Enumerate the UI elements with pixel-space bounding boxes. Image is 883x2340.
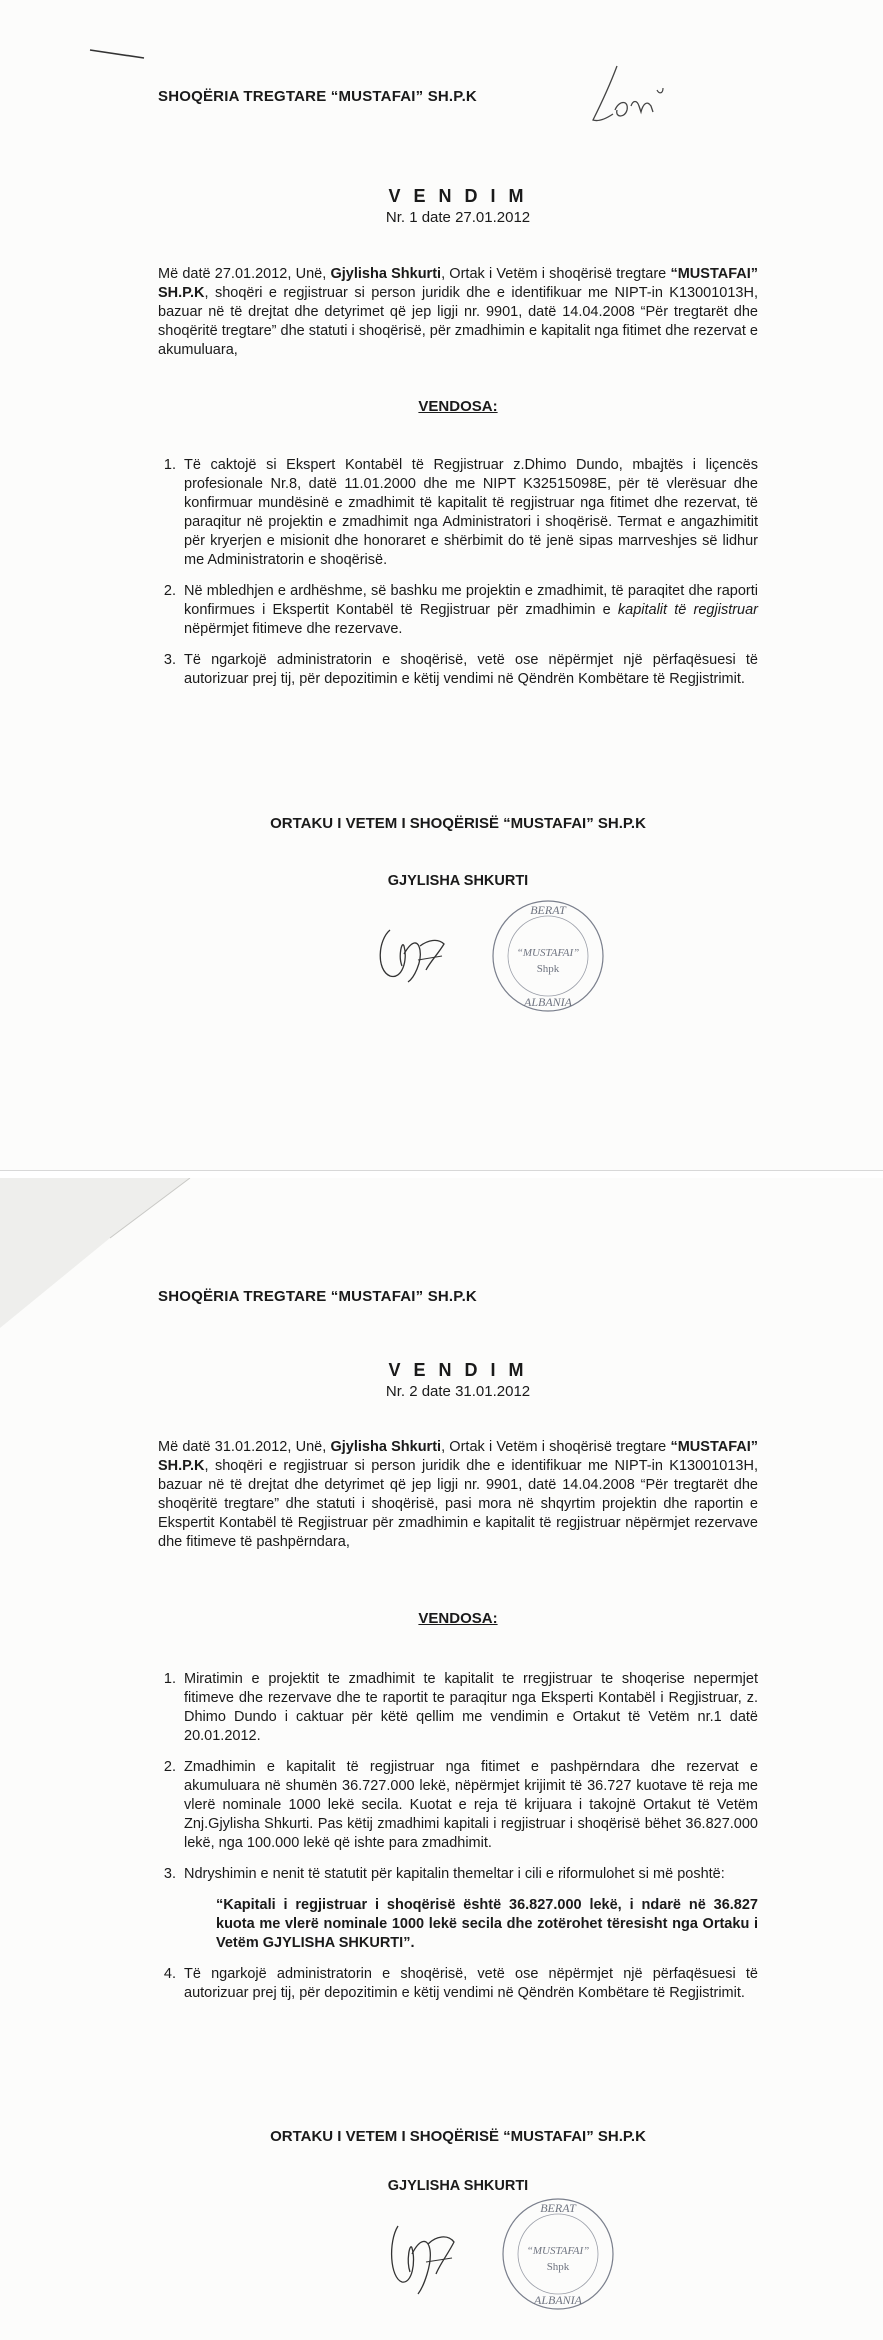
intro-text: Më datë 31.01.2012, Unë, [158,1439,331,1455]
decision-list [158,1670,758,2015]
list-item: 4. Të ngarkojë administratorin e shoqërisë, vetë ose nëpërmjet një përfaqësuesi të autorizuar prej tij, për depozitimin e këtij vendimi në Qëndrën Kombëtare të Regjistrimit. [180,1965,758,2003]
intro-paragraph [158,265,758,360]
decided-heading: VENDOSA: [418,398,498,415]
signature-title: ORTAKU I VETEM I SHOQËRISË “MUSTAFAI” SH.P.K [270,2128,646,2145]
list-item-text: Ndryshimin e nenit të statutit për kapitalin themeltar i cili e riformulohet si më poshtë: [184,1866,725,1882]
decided-heading: VENDOSA: [418,1610,498,1627]
decision-number: Nr. 1 date 27.01.2012 [385,209,531,226]
handwritten-signature [368,910,458,990]
scan-mark [88,44,148,64]
intro-text: Më datë 27.01.2012, Unë, [158,266,331,282]
list-item: 1. Të caktojë si Ekspert Kontabël të Regjistruar z.Dhimo Dundo, mbajtës i liçencës profesionale Nr.8, datë 11.01.2000 dhe me NIPT K32515098E, për të vlerësuar dhe konfirmuar mundësinë e zmadhimit të kapitalit të regjistruar nga fitimet dhe rezervat, të paraqitur në projektin e zmadhimit nga Administratori i shoqërisë. Termat e angazhimitit për kryerjen e misionit dhe honoraret e shërbimit do të jenë sipas marrveshjes së lidhur me Administratorin e shoqërisë. [180,456,758,570]
company-header: SHOQËRIA TREGTARE “MUSTAFAI” SH.P.K [158,1288,477,1305]
intro-text: , Ortak i Vetëm i shoqërisë tregtare [441,266,671,282]
signature-title: ORTAKU I VETEM I SHOQËRISË “MUSTAFAI” SH.P.K [270,815,646,832]
stamp-text-bottom: ALBANIA [534,2293,582,2307]
decision-title: V E N D I M [388,186,528,206]
company-name: “MUSTAFAI” SH.P.K [158,1439,758,1474]
company-stamp [488,896,608,1016]
decision-number: Nr. 2 date 31.01.2012 [385,1383,531,1400]
decision-heading [158,186,758,226]
intro-paragraph [158,1438,758,1552]
document-page-2 [0,1178,883,2340]
intro-text: , Ortak i Vetëm i shoqërisë tregtare [441,1439,671,1455]
owner-name: Gjylisha Shkurti [330,266,442,282]
intro-text: , shoqëri e regjistruar si person juridik dhe e identifikuar me NIPT-in K13001013H, bazuar në të drejtat dhe detyrimet që jep ligji nr. 9901, datë 14.04.2008 “Për tregtarët dhe shoqëritë tregtare” dhe statuti i shoqërisë, për zmadhimin e kapitalit nga fitimet dhe rezervat e akumuluara, [158,285,758,358]
list-item-emphasis: kapitalit të regjistruar [617,602,759,618]
stamp-text-bottom: ALBANIA [524,995,572,1009]
stamp-text-name: “MUSTAFAI” [526,2245,590,2257]
company-header: SHOQËRIA TREGTARE “MUSTAFAI” SH.P.K [158,88,477,105]
list-item [180,1865,758,1953]
company-name: “MUSTAFAI” SH.P.K [158,266,758,301]
stamp-text-name: “MUSTAFAI” [516,947,580,959]
handwritten-signature [378,2202,468,2302]
svg-text:Loni: Loni [585,60,587,61]
decision-heading [158,1360,758,1400]
signature-name: GJYLISHA SHKURTI [387,873,529,889]
list-item [180,582,758,639]
list-item-text: nëpërmjet fitimeve dhe rezervave. [184,621,403,637]
list-item-text: Në mbledhjen e ardhëshme, së bashku me projektin e zmadhimit, të paraqitet dhe raporti konfirmues i Ekspertit Kontabël të Regjistruar për zmadhimin e [184,583,758,618]
stamp-text-top: BERAT [530,903,566,917]
list-item: 1. Miratimin e projektit te zmadhimit te kapitalit te rregjistruar te shoqerise nepermjet fitimeve dhe rezervave dhe te raportit te paraqitur nga Eksperti Kontabël i Regjistruar, z. Dhimo Dundo i caktuar për këtë qellim me vendimin e Ortakut të Vetëm nr.1 datë 20.01.2012. [180,1670,758,1746]
owner-name: Gjylisha Shkurti [330,1439,442,1455]
page-fold-shadow [0,1178,200,1338]
decision-title: V E N D I M [388,1360,528,1380]
stamp-text-sub: Shpk [536,963,560,975]
signature-name: GJYLISHA SHKURTI [387,2178,529,2194]
decision-list [158,456,758,701]
intro-text: , shoqëri e regjistruar si person juridik dhe e identifikuar me NIPT-in K13001013H, bazuar në të drejtat dhe detyrimet që jep ligji nr. 9901, datë 14.04.2008 “Për tregtarët dhe shoqëritë tregtare” dhe statuti i shoqërisë, pasi mora në shqyrtim projektin dhe raportin e Ekspertit Kontabël të Regjistruar për zmadhimin e kapitalit të regjistruar nëpërmjet rezervave dhe fitimeve të pashpërndara, [158,1458,758,1550]
company-stamp [498,2194,618,2314]
list-item: 3. Të ngarkojë administratorin e shoqërisë, vetë ose nëpërmjet një përfaqësuesi të autorizuar prej tij, për depozitimin e këtij vendimi në Qëndrën Kombëtare të Regjistrimit. [180,651,758,689]
statute-quote: “Kapitali i regjistruar i shoqërisë është 36.827.000 lekë, i ndarë në 36.827 kuota me vlerë nominale 1000 lekë secila dhe zotërohet tëresisht nga Ortaku i Vetëm GJYLISHA SHKURTI”. [216,1897,758,1951]
stamp-text-top: BERAT [540,2201,576,2215]
stamp-text-sub: Shpk [546,2261,570,2273]
list-item: 2. Zmadhimin e kapitalit të regjistruar nga fitimet e pashpërndara dhe rezervat e akumuluara në shumën 36.727.000 lekë, nëpërmjet krijimit të 36.727 kuotave të reja me vlerë nominale 1000 lekë secila. Kuotat e reja të krijuara i takojnë Ortakut të Vetëm Znj.Gjylisha Shkurti. Pas këtij zmadhimi kapitali i regjistruar i shoqërisë bëhet 36.827.000 lekë, nga 100.000 lekë që ishte para zmadhimit. [180,1758,758,1853]
